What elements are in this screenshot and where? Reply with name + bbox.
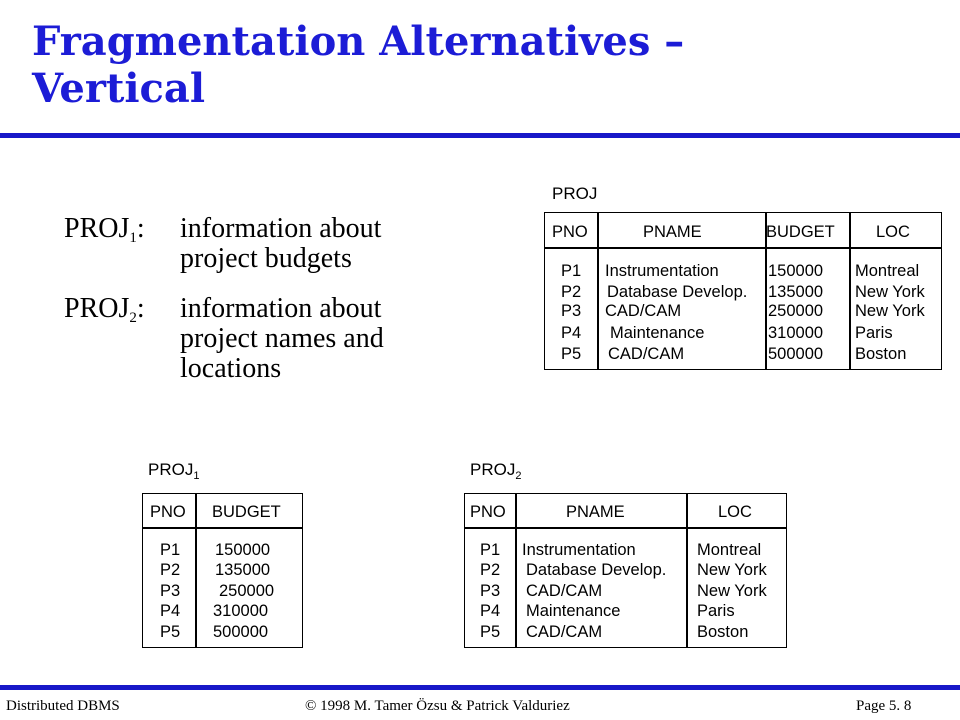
table-cell: New York [855,283,925,301]
table-cell: P5 [561,345,582,363]
table-cell: 310000 [768,324,824,342]
slide-title-line1: Fragmentation Alternatives – [32,18,685,65]
table-cell: CAD/CAM [526,582,603,600]
proj2-table-name-sub: 2 [515,470,522,482]
proj1-header-cell: BUDGET [212,503,281,521]
proj1-header-divider [142,527,303,529]
table-cell: Maintenance [526,602,621,620]
proj1-table-name-sub: 1 [193,470,200,482]
proj1-table-name-text: PROJ [148,460,194,479]
proj1-col-divider [195,493,197,648]
table-cell: Montreal [697,541,762,559]
table-cell: P1 [480,541,501,559]
table-cell: P4 [160,602,181,620]
table-cell: Instrumentation [605,262,719,280]
proj2-header-cell: PNO [470,503,506,521]
footer-divider [0,685,960,690]
table-cell: 150000 [768,262,824,280]
proj2-col-divider [515,493,517,648]
bullet-proj2-text [180,294,384,384]
table-cell: P2 [480,561,501,579]
table-cell: Boston [697,623,749,641]
table-cell: P5 [160,623,181,641]
proj-col-divider [849,212,851,370]
table-cell: 310000 [213,602,269,620]
table-cell: P2 [561,283,582,301]
bullet-proj1-sep: : [136,213,145,244]
table-cell: P3 [160,582,181,600]
proj-header-divider [544,247,942,249]
table-cell: P1 [160,541,181,559]
bullet-proj1-label [64,214,145,244]
bullet-proj2-line2: project names and [180,323,384,354]
table-cell: Maintenance [610,324,705,342]
table-cell: 250000 [219,582,275,600]
bullet-proj2-line1: information about [180,293,382,324]
bullet-proj2-line3: locations [180,353,282,384]
table-cell: Paris [855,324,893,342]
table-cell: CAD/CAM [526,623,603,641]
table-cell: New York [697,582,767,600]
table-cell: 135000 [768,283,824,301]
footer-right: Page 5. 8 [856,698,912,714]
table-cell: P3 [480,582,501,600]
table-cell: Boston [855,345,907,363]
table-cell: Paris [697,602,735,620]
bullet-proj2-name: PROJ [64,293,130,324]
table-cell: P5 [480,623,501,641]
proj1-header-cell: PNO [150,503,186,521]
table-cell: 250000 [768,302,824,320]
footer-center: © 1998 M. Tamer Özsu & Patrick Valduriez [305,698,570,714]
proj2-col-divider [686,493,688,648]
bullet-proj2-label [64,294,145,324]
table-cell: P2 [160,561,181,579]
table-cell: New York [697,561,767,579]
proj2-table-name [470,460,521,480]
proj1-table-name [148,460,199,480]
bullet-proj2-sub: 2 [129,310,137,326]
table-cell: Instrumentation [522,541,636,559]
table-cell: P4 [561,324,582,342]
slide-title [32,18,684,112]
proj2-header-cell: LOC [718,503,752,521]
table-cell: CAD/CAM [608,345,685,363]
proj2-header-cell: PNAME [566,503,625,521]
table-cell: 150000 [215,541,271,559]
proj-col-divider [597,212,599,370]
table-cell: Montreal [855,262,920,280]
bullet-proj1-line2: project budgets [180,243,352,274]
table-cell: New York [855,302,925,320]
table-cell: 135000 [215,561,271,579]
proj-header-cell: LOC [876,223,910,241]
table-cell: P4 [480,602,501,620]
slide-title-line2: Vertical [32,65,206,112]
table-cell: P3 [561,302,582,320]
title-divider [0,133,960,138]
proj2-table-name-text: PROJ [470,460,516,479]
bullet-proj1-sub: 1 [129,230,137,246]
table-cell: 500000 [213,623,269,641]
bullet-proj1-line1: information about [180,213,382,244]
table-cell: Database Develop. [607,283,748,301]
table-cell: 500000 [768,345,824,363]
bullet-proj1-name: PROJ [64,213,130,244]
bullet-proj1-text [180,214,381,274]
table-cell: P1 [561,262,582,280]
footer-left: Distributed DBMS [6,698,120,714]
proj-header-cell: PNO [552,223,588,241]
table-cell: CAD/CAM [605,302,682,320]
proj-header-cell: BUDGET [766,223,835,241]
proj-header-cell: PNAME [643,223,702,241]
proj2-header-divider [464,527,787,529]
bullet-proj2-sep: : [136,293,145,324]
proj-table-name: PROJ [552,184,598,203]
table-cell: Database Develop. [526,561,667,579]
